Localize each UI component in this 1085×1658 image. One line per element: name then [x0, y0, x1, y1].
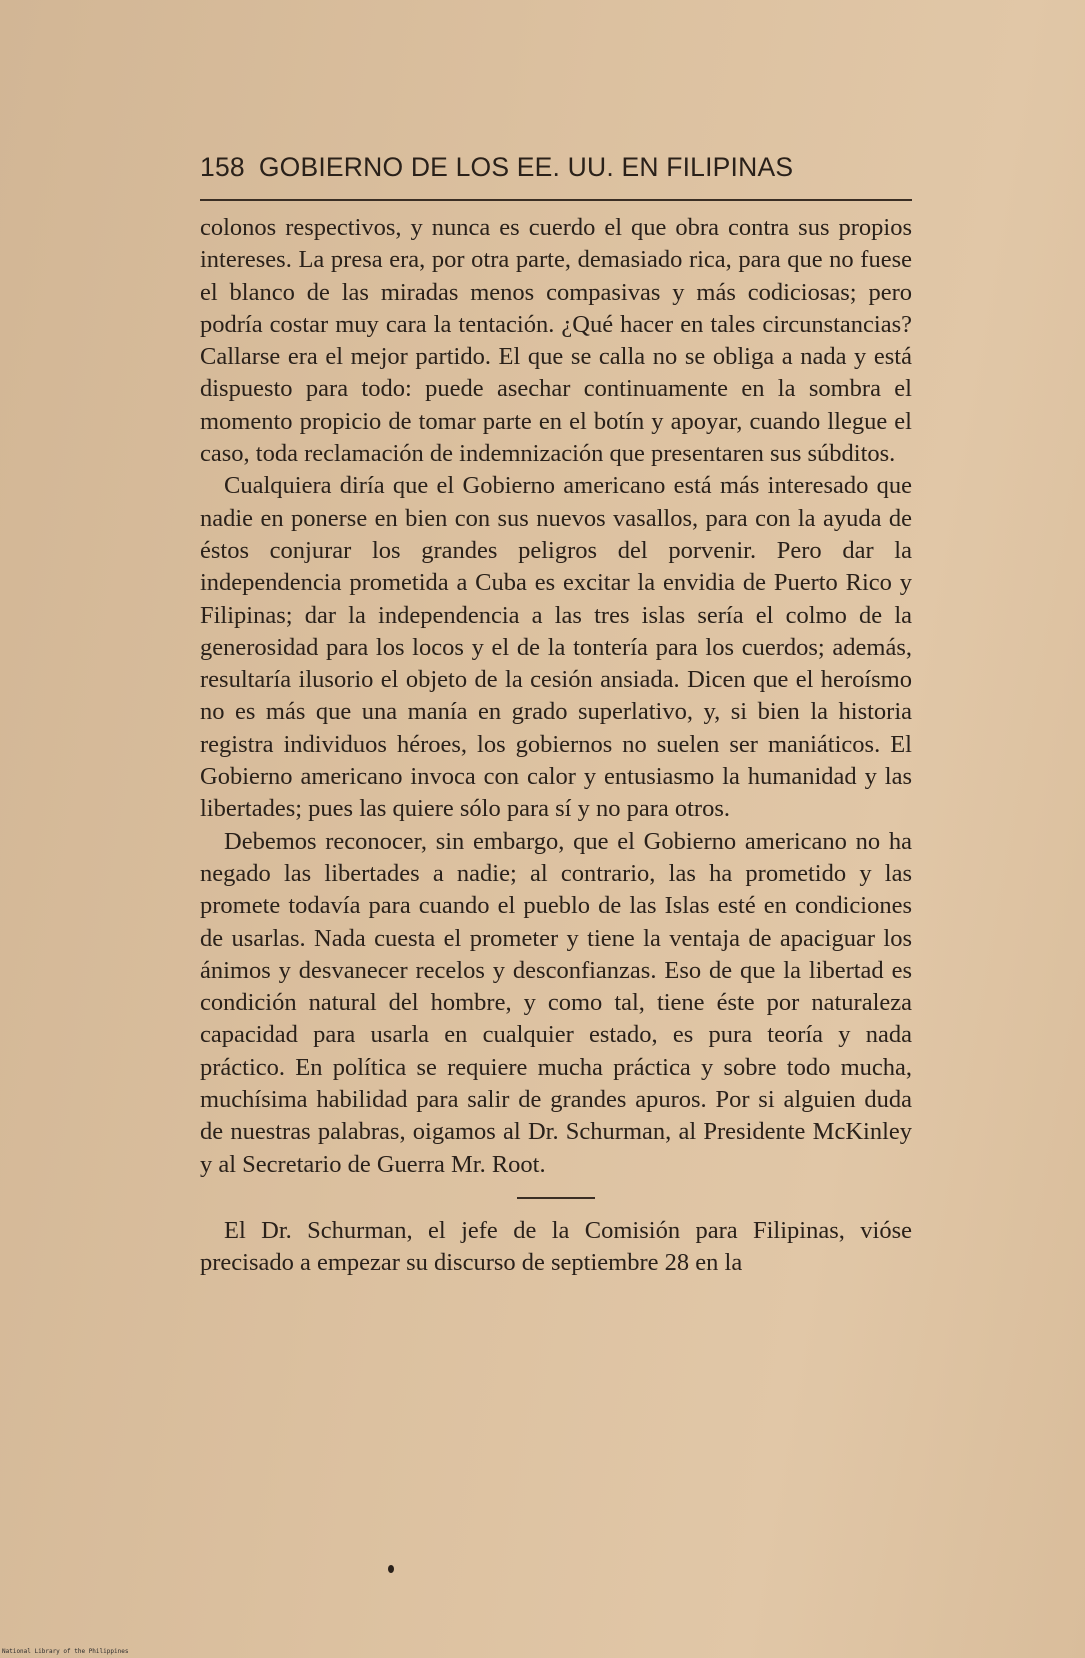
paragraph: El Dr. Schurman, el jefe de la Comisión para Filipinas, vióse precisado a empezar su discurso de septiembre 28 en la: [200, 1216, 912, 1277]
paragraph-continued: colonos respectivos, y nunca es cuerdo el que obra contra sus propios intereses. La presa era, por otra parte, demasiado rica, para que no fuese el blanco de las miradas menos compasivas y más codiciosas; pero podría costar muy cara la tentación. ¿Qué hacer en tales circunstancias? Callarse era el mejor partido. El que se calla no se obliga a nada y está dispuesto para todo: puede asechar continuamente en la sombra el momento propicio de tomar parte en el botín y apoyar, cuando llegue el caso, toda reclamación de indemnización que presentaren sus súbditos.: [200, 214, 912, 468]
paragraph: Cualquiera diría que el Gobierno americano está más interesado que nadie en ponerse en bien con sus nuevos vasallos, para con la ayuda de éstos conjurar los grandes peligros del porvenir. Pero dar la independencia prometida a Cuba es excitar la envidia de Puerto Rico y Filipinas; dar la independencia a las tres islas sería el colmo de la generosidad para los locos y el de la tontería para los cuerdos; además, resultaría ilusorio el objeto de la cesión ansiada. Dicen que el heroísmo no es más que una manía en grado superlativo, y, si bien la historia registra individuos héroes, los gobiernos no suelen ser maniáticos. El Gobierno americano invoca con calor y entusiasmo la humanidad y las libertades; pues las quiere sólo para sí y no para otros.: [200, 472, 912, 823]
library-credit: National Library of the Philippines: [2, 1648, 129, 1655]
ink-mark: [388, 1565, 394, 1573]
section-divider: [517, 1197, 595, 1199]
page-number: 158: [200, 152, 245, 182]
body-text: [200, 212, 912, 1280]
running-head: [200, 152, 912, 183]
paragraph: Debemos reconocer, sin embargo, que el Gobierno americano no ha negado las libertades a nadie; al contrario, las ha prometido y las promete todavía para cuando el pueblo de las Islas esté en condiciones de usarlas. Nada cuesta el prometer y tiene la ventaja de apaciguar los ánimos y desvanecer recelos y desconfianzas. Eso de que la libertad es condición natural del hombre, y como tal, tiene éste por naturaleza capacidad para usarla en cualquier estado, es pura teoría y nada práctico. En política se requiere mucha práctica y sobre todo mucha, muchísima habilidad para salir de grandes apuros. Por si alguien duda de nuestras palabras, oigamos al Dr. Schurman, al Presidente McKinley y al Secretario de Guerra Mr. Root.: [200, 827, 912, 1178]
header-rule: [200, 199, 912, 201]
running-title: GOBIERNO DE LOS EE. UU. EN FILIPINAS: [258, 152, 794, 182]
